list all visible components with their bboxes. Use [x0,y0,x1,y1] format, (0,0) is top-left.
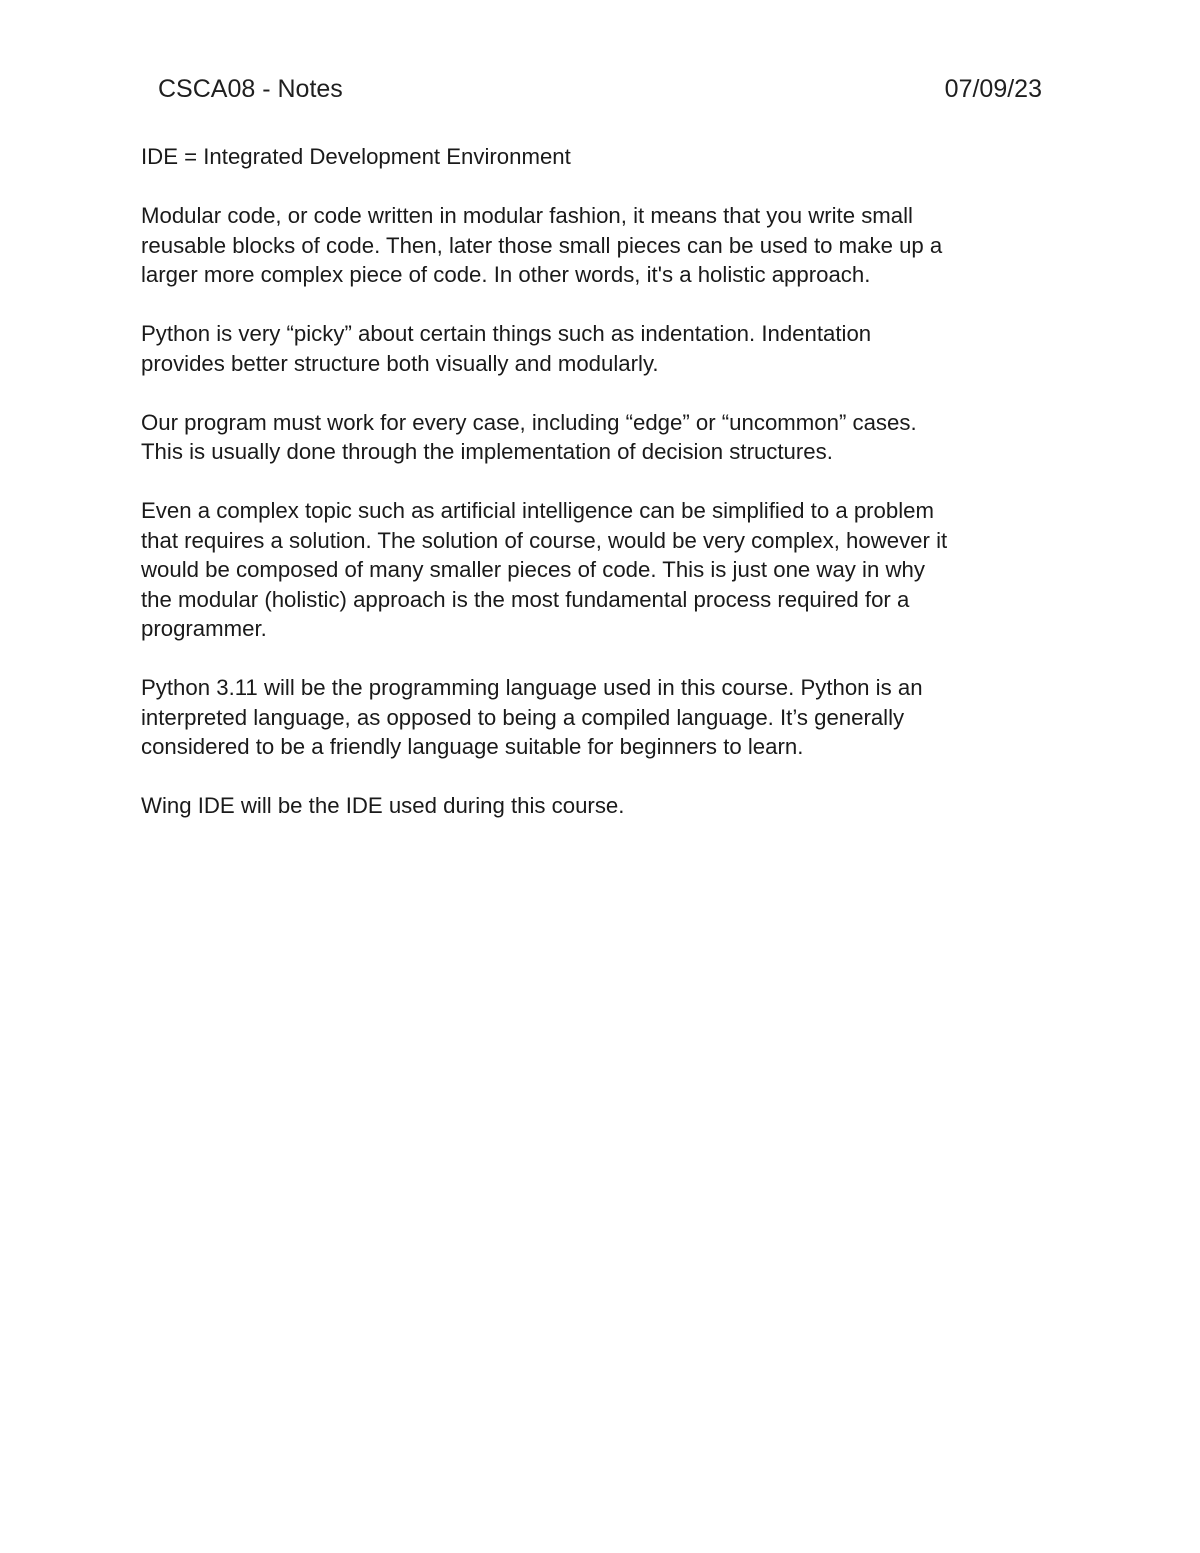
paragraph [141,791,1061,821]
text-line: Wing IDE will be the IDE used during this course. [141,793,625,818]
page-title: CSCA08 - Notes [158,75,343,103]
notes-body [141,142,1061,850]
text-line: Our program must work for every case, including “edge” or “uncommon” cases. [141,409,917,435]
paragraph [141,201,1061,290]
paragraph [141,142,1061,172]
text-line: that requires a solution. The solution of course, would be very complex, however it [141,527,948,553]
text-line: Modular code, or code written in modular fashion, it means that you write small [141,203,913,228]
text-line: provides better structure both visually and modularly. [141,350,659,376]
text-line: programmer. [141,616,267,641]
text-line: Python is very “picky” about certain things such as indentation. Indentation [141,321,872,346]
paragraph [141,319,1061,378]
page-header [158,72,1042,106]
text-line: This is usually done through the implementation of decision structures. [141,439,833,464]
text-line: reusable blocks of code. Then, later those small pieces can be used to make up a [141,232,943,258]
text-line: IDE = Integrated Development Environment [141,144,571,169]
text-line: interpreted language, as opposed to being a compiled language. It’s generally [141,704,905,730]
text-line: considered to be a friendly language suitable for beginners to learn. [141,734,804,759]
paragraph [141,673,1061,762]
text-line: Python 3.11 will be the programming language used in this course. Python is an [141,675,923,700]
page-date: 07/09/23 [944,75,1042,103]
text-line: larger more complex piece of code. In other words, it's a holistic approach. [141,262,871,287]
paragraph [141,496,1061,644]
text-line: the modular (holistic) approach is the most fundamental process required for a [141,586,910,612]
paragraph [141,408,1061,467]
text-line: would be composed of many smaller pieces of code. This is just one way in why [141,557,925,582]
text-line: Even a complex topic such as artificial intelligence can be simplified to a problem [141,498,934,523]
